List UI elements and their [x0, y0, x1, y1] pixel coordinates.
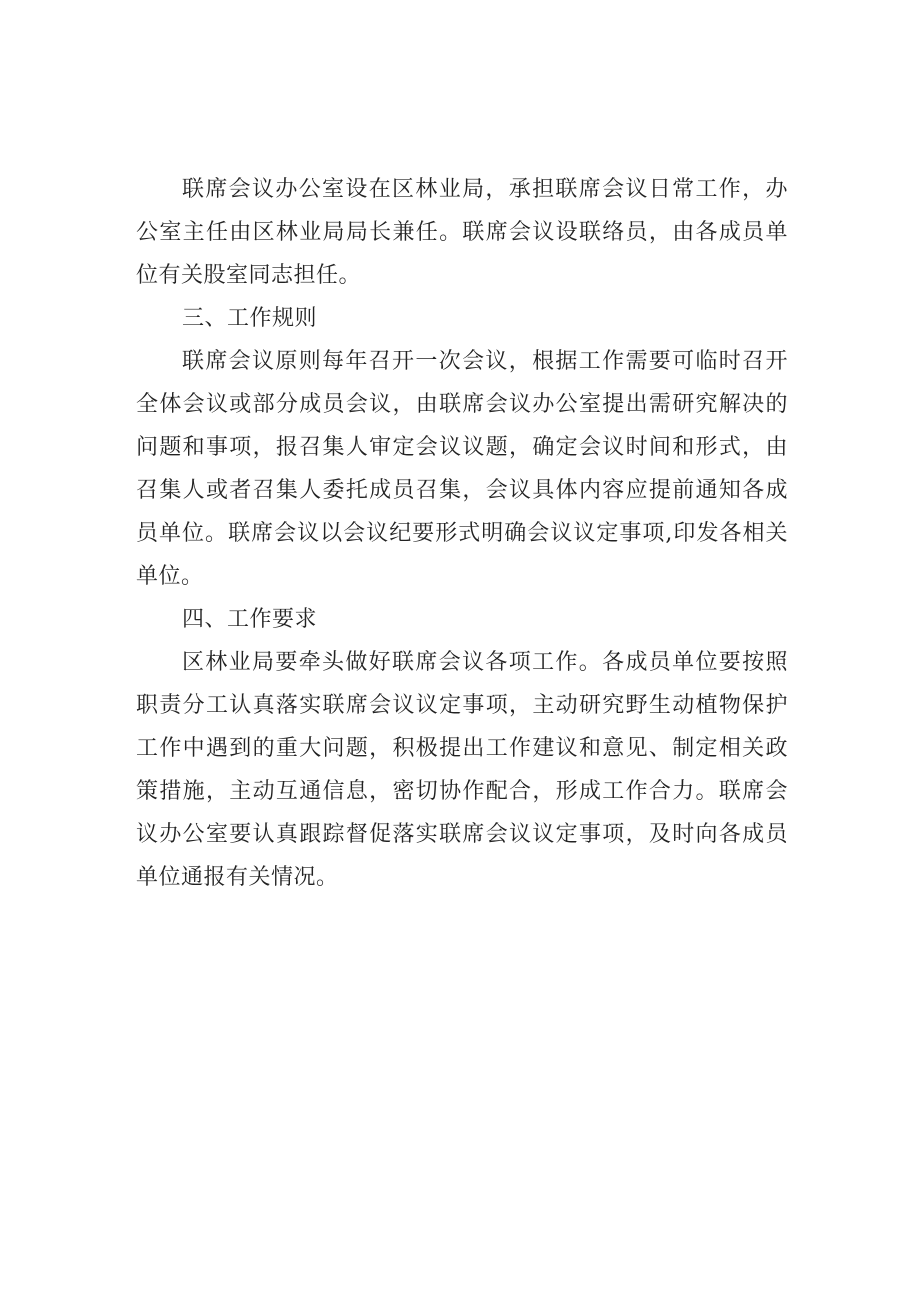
text-line: 区林业局要牵头做好联席会议各项工作。各成员单位要按照	[182, 650, 788, 675]
text-line: 议办公室要认真跟踪督促落实联席会议议定事项，及时向各成员	[136, 822, 788, 847]
paragraph-work-requirements	[136, 641, 788, 899]
section-heading-work-rules: 三、工作规则	[182, 306, 318, 331]
text-line: 全体会议或部分成员会议，由联席会议办公室提出需研究解决的	[136, 392, 788, 417]
section-heading-work-requirements: 四、工作要求	[182, 607, 318, 632]
text-line: 公室主任由区林业局局长兼任。联席会议设联络员，由各成员单	[136, 220, 788, 245]
paragraph-work-rules	[136, 340, 788, 598]
text-line: 员单位。联席会议以会议纪要形式明确会议议定事项,印发各相关	[136, 521, 788, 546]
text-line: 单位。	[136, 564, 204, 589]
text-line: 位有关股室同志担任。	[136, 263, 362, 288]
text-line: 召集人或者召集人委托成员召集，会议具体内容应提前通知各成	[136, 478, 788, 503]
text-line: 联席会议办公室设在区林业局，承担联席会议日常工作，办	[182, 177, 788, 202]
document-body	[136, 168, 788, 899]
text-line: 联席会议原则每年召开一次会议，根据工作需要可临时召开	[182, 349, 788, 374]
paragraph-office-setup	[136, 168, 788, 297]
text-line: 单位通报有关情况。	[136, 865, 339, 890]
text-line: 问题和事项，报召集人审定会议议题，确定会议时间和形式，由	[136, 435, 788, 460]
text-line: 职责分工认真落实联席会议议定事项，主动研究野生动植物保护	[136, 693, 788, 718]
text-line: 工作中遇到的重大问题，积极提出工作建议和意见、制定相关政	[136, 736, 788, 761]
text-line: 策措施，主动互通信息，密切协作配合，形成工作合力。联席会	[136, 779, 788, 804]
